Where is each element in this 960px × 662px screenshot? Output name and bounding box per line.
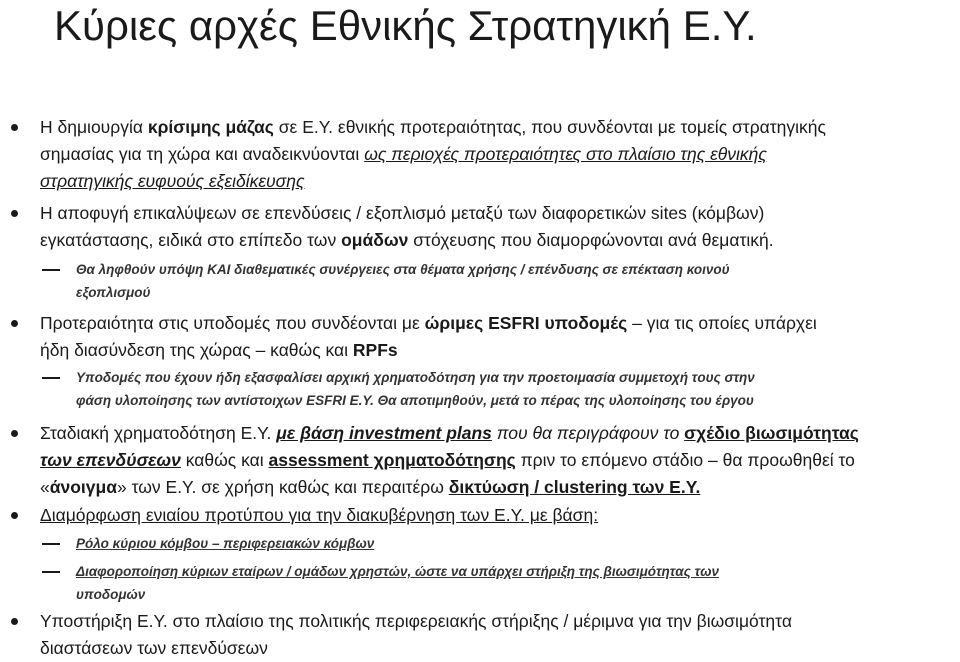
bullet-marker	[8, 320, 22, 334]
text-run: υποδομών	[76, 587, 146, 602]
text-run: με βάση investment plans	[276, 423, 492, 443]
text-run: Προτεραιότητα στις υποδομές που συνδέονται με	[40, 313, 425, 333]
text-line	[40, 141, 826, 168]
bullet-marker	[8, 124, 22, 138]
text-run: εγκατάστασης, ειδικά στο επίπεδο των	[40, 230, 342, 250]
text-run: δικτύωση / clustering των Ε.Υ.	[448, 477, 701, 497]
bullet-marker	[8, 618, 22, 632]
text-line	[40, 337, 817, 364]
text-run: ήδη διασύνδεση της χώρας – καθώς και	[40, 340, 353, 360]
text-line	[76, 258, 730, 281]
bullet-marker	[8, 512, 22, 526]
text-line	[76, 389, 755, 412]
text-line	[40, 502, 598, 529]
dash-marker	[42, 269, 60, 271]
text-run: διαστάσεων των επενδύσεων	[40, 638, 268, 658]
bullet-text	[40, 310, 817, 364]
bullet-marker	[8, 430, 22, 444]
bullet-text	[40, 420, 859, 501]
text-run: εξοπλισμού	[76, 285, 151, 300]
text-run: Σταδιακή χρηματοδότηση Ε.Υ.	[40, 423, 277, 443]
text-line	[40, 447, 859, 474]
dash-marker	[42, 377, 60, 379]
text-line	[76, 532, 374, 555]
text-run: Διαφοροποίηση κύριων εταίρων / ομάδων χρηστών, ώστε να υπάρχει στήριξη της βιωσιμότητας των	[76, 564, 720, 579]
bullet-text	[76, 532, 374, 555]
text-run: » των Ε.Υ. σε χρήση καθώς και περαιτέρω	[116, 477, 449, 497]
text-run: των επενδύσεων	[40, 450, 181, 470]
text-line	[40, 310, 817, 337]
text-line	[40, 168, 826, 195]
text-run: Υποδομές που έχουν ήδη εξασφαλίσει αρχική χρηματοδότηση για την προετοιμασία συμμετοχή τους στην	[76, 370, 755, 385]
bullet-text	[76, 560, 719, 606]
text-run: assessment χρηματοδότησης	[268, 450, 516, 470]
bullet-text	[76, 258, 730, 304]
text-line	[40, 200, 774, 227]
text-run: Ρόλο κύριου κόμβου – περιφερειακών κόμβων	[76, 536, 375, 551]
slide-title: Κύριες αρχές Εθνικής Στρατηγική Ε.Υ.	[54, 2, 757, 49]
bullet-text	[40, 502, 598, 529]
text-run: Θα ληφθούν υπόψη ΚΑΙ διαθεματικές συνέργειες στα θέματα χρήσης / επένδυσης σε επέκταση κοινού	[76, 262, 730, 277]
text-line	[40, 474, 859, 501]
text-line	[76, 281, 730, 304]
text-line	[40, 608, 792, 635]
text-line	[76, 583, 719, 606]
text-run: πριν το επόμενο στάδιο – θα προωθηθεί το	[515, 450, 855, 470]
text-run: κρίσιμης μάζας	[147, 117, 274, 137]
text-run: άνοιγμα	[49, 477, 117, 497]
text-run: σε Ε.Υ. εθνικής προτεραιότητας, που συνδέονται με τομείς στρατηγικής	[273, 117, 826, 137]
text-line	[40, 635, 792, 662]
text-line	[40, 114, 826, 141]
bullet-marker	[8, 210, 22, 224]
text-run: RPFs	[352, 340, 398, 360]
text-run: – για τις οποίες υπάρχει	[627, 313, 817, 333]
text-run: «	[40, 477, 50, 497]
dash-marker	[42, 543, 60, 545]
text-run: που θα περιγράφουν το	[491, 423, 685, 443]
text-run: στρατηγικής ευφυούς εξειδίκευσης	[40, 171, 305, 191]
text-run: Η δημιουργία	[40, 117, 148, 137]
text-line	[40, 420, 859, 447]
dash-marker	[42, 571, 60, 573]
bullet-text	[40, 200, 774, 254]
text-run: ώριμες ESFRI υποδομές	[424, 313, 628, 333]
bullet-text	[40, 114, 826, 195]
text-run: ομάδων	[341, 230, 409, 250]
text-run: στόχευσης που διαμορφώνονται ανά θεματική.	[408, 230, 774, 250]
text-run: καθώς και	[180, 450, 269, 470]
text-run: σημασίας για τη χώρα και αναδεικνύονται	[40, 144, 365, 164]
bullet-text	[40, 608, 792, 662]
text-line	[76, 560, 719, 583]
text-run: φάση υλοποίησης των αντίστοιχων ESFRI E.Y. Θα αποτιμηθούν, μετά το πέρας της υλοποίησης του έργου	[76, 393, 754, 408]
bullet-text	[76, 366, 755, 412]
text-run: Η αποφυγή επικαλύψεων σε επενδύσεις / εξοπλισμό μεταξύ των διαφορετικών sites (κόμβων)	[40, 203, 765, 223]
text-line	[76, 366, 755, 389]
text-run: σχέδιο βιωσιμότητας	[684, 423, 859, 443]
text-line	[40, 227, 774, 254]
text-run: Διαμόρφωση ενιαίου προτύπου για την διακυβέρνηση των Ε.Υ. με βάση:	[40, 505, 599, 525]
text-run: Υποστήριξη Ε.Υ. στο πλαίσιο της πολιτικής περιφερειακής στήριξης / μέριμνα για την βιωσιμότητα	[40, 611, 792, 631]
text-run: ως περιοχές προτεραιότητες στο πλαίσιο της εθνικής	[364, 144, 767, 164]
